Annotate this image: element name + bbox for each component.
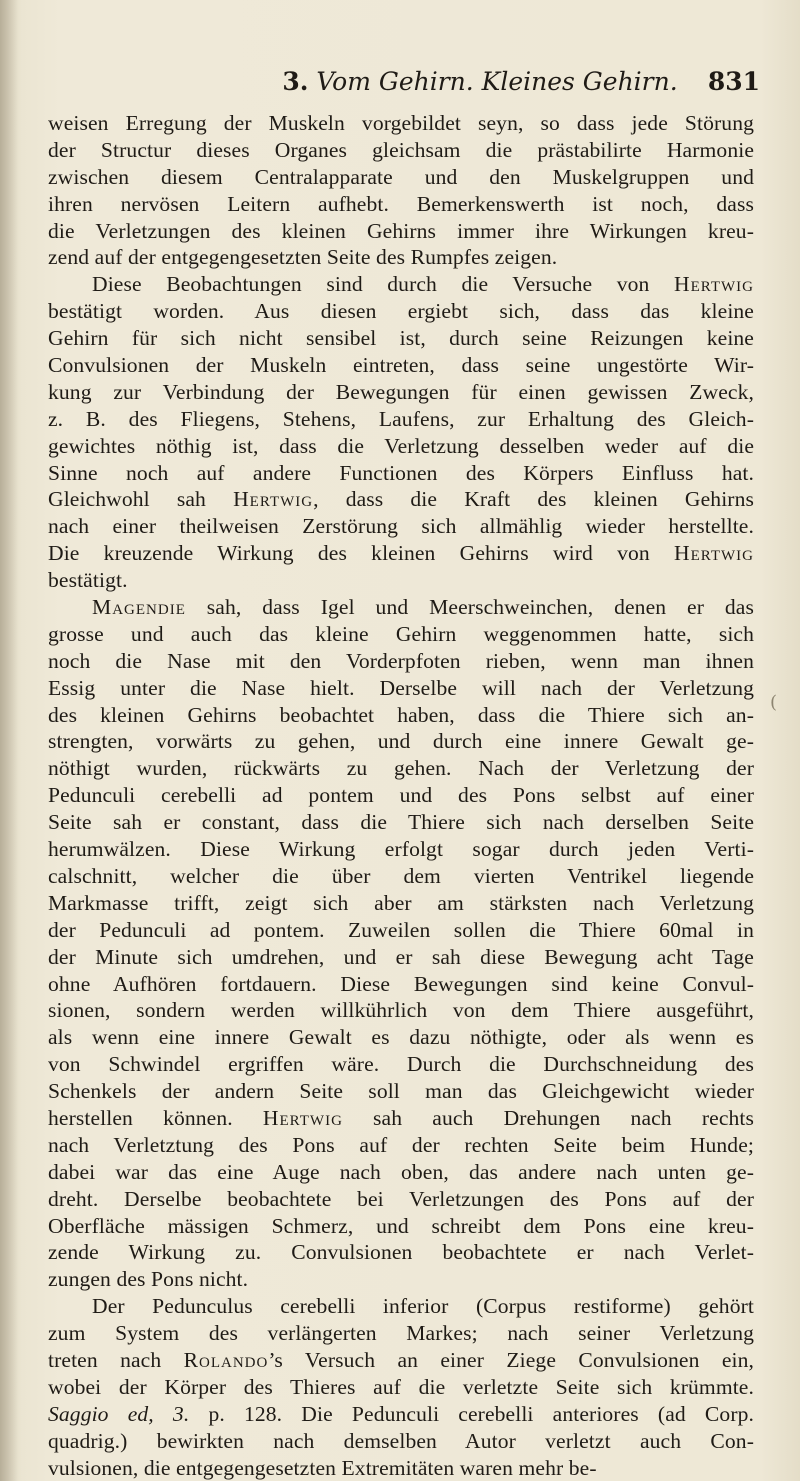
text-line: dabei war das eine Auge nach oben, das andere nach unten ge- (48, 1159, 754, 1184)
text-line: herumwälzen. Diese Wirkung erfolgt sogar durch jeden Verti- (48, 837, 754, 862)
text-line: Die kreuzende Wirkung des kleinen Gehirns wird von Hertwig (48, 541, 754, 566)
text-line: gewichtes nöthig ist, dass die Verletzung desselben weder auf die (48, 433, 754, 458)
text-line: die Verletzungen des kleinen Gehirns immer ihre Wirkungen kreu- (48, 218, 754, 243)
author-name: Hertwig (673, 272, 754, 297)
text-line: Gehirn für sich nicht sensibel ist, durch seine Reizungen keine (48, 326, 754, 351)
text-line: noch die Nase mit den Vorderpfoten rieben, wenn man ihnen (48, 648, 754, 673)
author-name: Hertwig (262, 1105, 343, 1130)
text-line: Gleichwohl sah Hertwig, dass die Kraft des kleinen Gehirns (48, 487, 754, 512)
text-line: kung zur Verbindung der Bewegungen für einen gewissen Zweck, (48, 379, 754, 404)
text-line: vulsionen, die entgegengesetzten Extremitäten waren mehr be- (48, 1455, 597, 1480)
text-line: der Pedunculi ad pontem. Zuweilen sollen die Thiere 60mal in (48, 917, 754, 942)
text-line: z. B. des Fliegens, Stehens, Laufens, zur Erhaltung des Gleich- (48, 406, 754, 431)
text-line: ihren nervösen Leitern aufhebt. Bemerkenswerth ist noch, dass (48, 191, 754, 216)
text-line: dreht. Derselbe beobachtete bei Verletzungen des Pons auf der (48, 1186, 754, 1211)
text-line: von Schwindel ergriffen wäre. Durch die Durchschneidung des (48, 1052, 754, 1077)
text-line: der Minute sich umdrehen, und er sah diese Bewegung acht Tage (48, 944, 754, 969)
text-line: bestätigt worden. Aus diesen ergiebt sich, dass das kleine (48, 299, 754, 324)
text-line: Magendie sah, dass Igel und Meerschweinchen, denen er das (92, 595, 754, 620)
text-line: zum System des verlängerten Markes; nach seiner Verletzung (48, 1321, 754, 1346)
text-line: Essig unter die Nase hielt. Derselbe will nach der Verletzung (48, 675, 754, 700)
text-line: herstellen können. Hertwig sah auch Drehungen nach rechts (48, 1105, 755, 1130)
text-line: Der Pedunculus cerebelli inferior (Corpus restiforme) gehört (92, 1294, 754, 1319)
text-line: nach einer theilweisen Zerstörung sich allmählig wieder herstellte. (48, 514, 754, 539)
running-header (0, 62, 800, 102)
text-line: grosse und auch das kleine Gehirn weggenommen hatte, sich (48, 621, 754, 646)
running-title (200, 62, 760, 102)
author-name: Rolando (183, 1347, 269, 1372)
text-line: Convulsionen der Muskeln eintreten, dass seine ungestörte Wir- (48, 353, 754, 378)
text-line: bestätigt. (48, 568, 128, 593)
author-name: Magendie (92, 595, 186, 620)
section-number: 3. (282, 67, 309, 96)
text-line: calschnitt, welcher die über dem vierten Ventrikel liegende (48, 863, 754, 888)
text-line: nöthigt wurden, rückwärts zu gehen. Nach der Verletzung der (48, 756, 754, 781)
text-line: Saggio ed, 3. p. 128. Die Pedunculi cerebelli anteriores (ad Corp. (48, 1401, 755, 1426)
text-line: Markmasse trifft, zeigt sich aber am stärksten nach Verletzung (48, 890, 754, 915)
body-text (48, 110, 754, 1481)
page-number: 831 (707, 67, 760, 96)
text-line: zend auf der entgegengesetzten Seite des Rumpfes zeigen. (48, 245, 558, 270)
text-line: Pedunculi cerebelli ad pontem und des Pons selbst auf einer (48, 783, 754, 808)
text-line: als wenn eine innere Gewalt es dazu nöthigte, oder als wenn es (48, 1025, 754, 1050)
text-line: Schenkels der andern Seite soll man das Gleichgewicht wieder (48, 1079, 754, 1104)
text-line: zende Wirkung zu. Convulsionen beobachtete er nach Verlet- (48, 1240, 754, 1265)
text-line: ohne Aufhören fortdauern. Diese Bewegungen sind keine Convul- (48, 971, 754, 996)
text-line: Seite sah er constant, dass die Thiere sich nach derselben Seite (48, 810, 754, 835)
text-line: der Structur dieses Organes gleichsam die prästabilirte Harmonie (48, 137, 754, 162)
text-line: nach Verletztung des Pons auf der rechten Seite beim Hunde; (48, 1132, 754, 1157)
text-line: Oberfläche mässigen Schmerz, und schreibt dem Pons eine kreu- (48, 1213, 754, 1238)
text-line: sionen, sondern werden willkührlich von dem Thiere ausgeführt, (48, 998, 754, 1023)
author-name: Hertwig (673, 541, 754, 566)
chapter-title: Vom Gehirn. Kleines Gehirn. (316, 67, 678, 96)
text-line: des kleinen Gehirns beobachtet haben, dass die Thiere sich an- (48, 702, 754, 727)
citation: Saggio ed, 3. (48, 1401, 190, 1426)
text-line: zungen des Pons nicht. (48, 1267, 249, 1292)
text-line: weisen Erregung der Muskeln vorgebildet seyn, so dass jede Störung (48, 111, 754, 135)
text-line: Diese Beobachtungen sind durch die Versuche von Hertwig (92, 272, 754, 297)
gutter-shadow (0, 0, 18, 1481)
text-line: quadrig.) bewirkten nach demselben Autor verletzt auch Con- (48, 1428, 754, 1453)
text-line: strengten, vorwärts zu gehen, und durch eine innere Gewalt ge- (48, 729, 754, 754)
text-line: wobei der Körper des Thieres auf die verletzte Seite sich krümmte. (48, 1374, 754, 1399)
text-line: treten nach Rolando’s Versuch an einer Ziege Convulsionen ein, (48, 1347, 755, 1372)
text-line: zwischen diesem Centralapparate und den Muskelgruppen und (48, 164, 754, 189)
author-name: Hertwig (233, 487, 314, 512)
margin-bracket-mark: ( (770, 692, 778, 713)
text-line: Sinne noch auf andere Functionen des Körpers Einfluss hat. (48, 460, 754, 485)
